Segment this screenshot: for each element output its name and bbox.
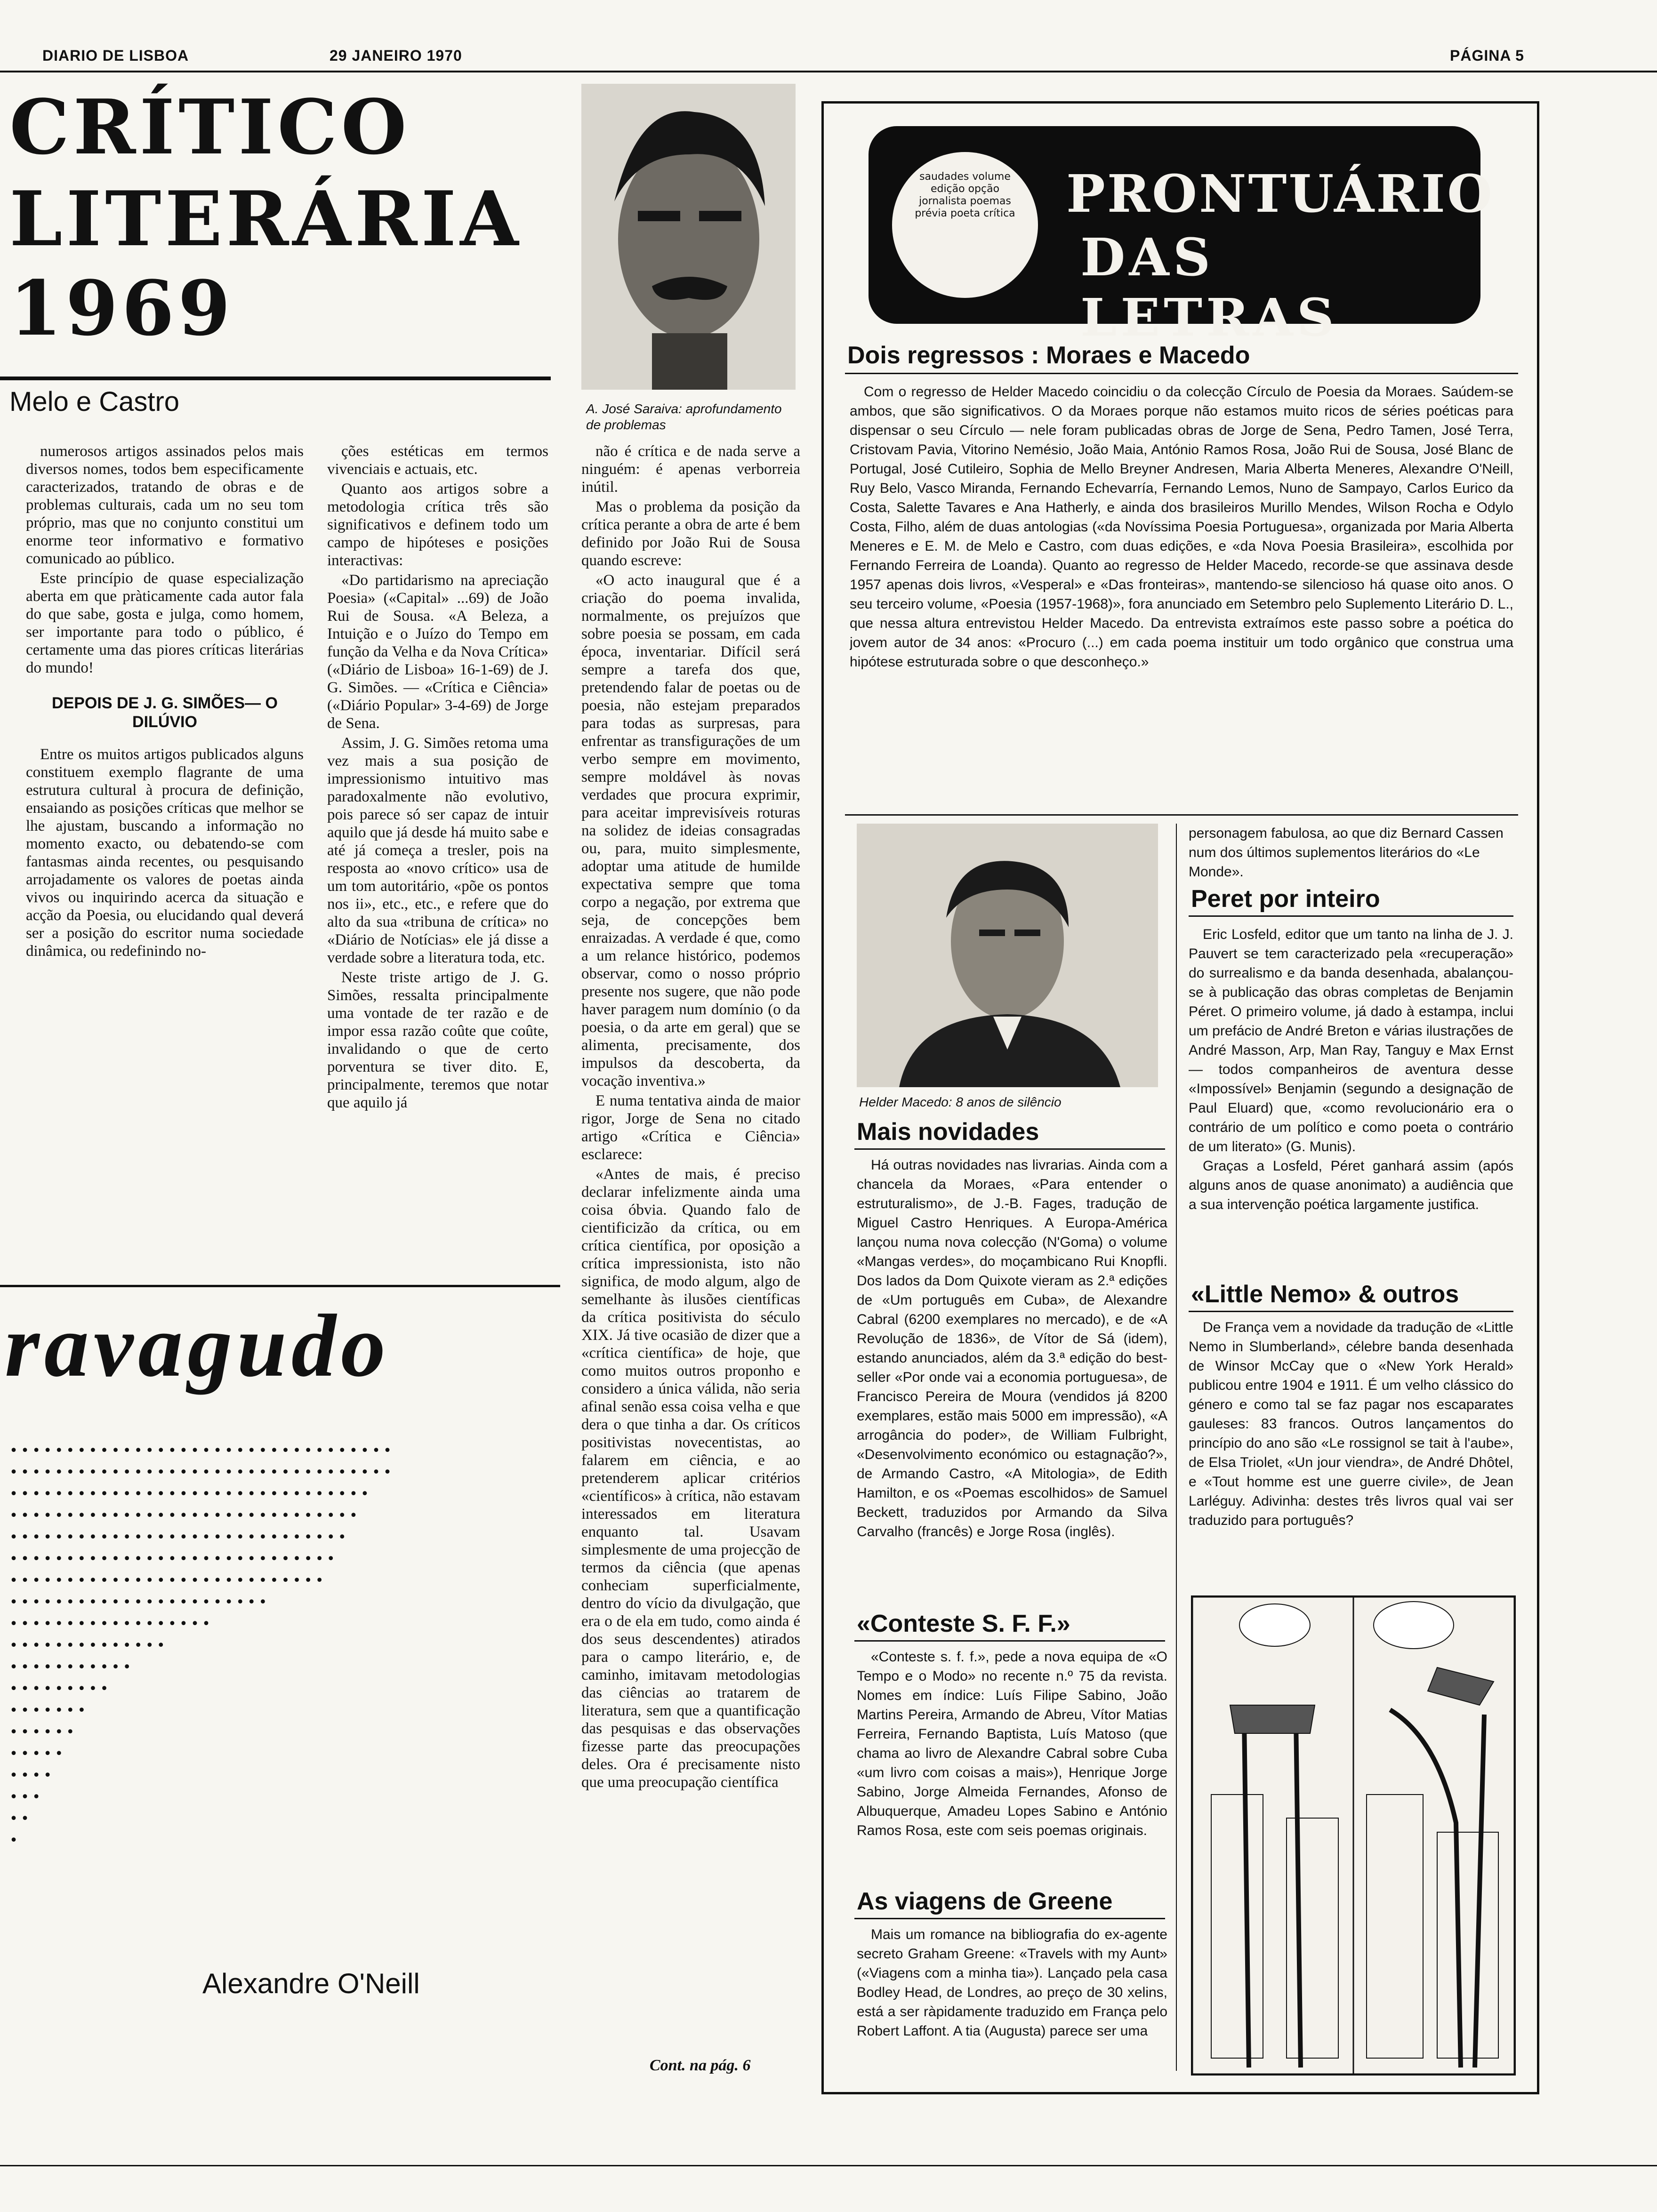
banner-title-1: PRONTUÁRIO [1066, 163, 1494, 224]
poem-author: Alexandre O'Neill [202, 1968, 420, 1999]
novidades-paragraph: Há outras novidades nas livrarias. Ainda com a chancela da Moraes, «Para entender o estruturalismo», de J.-B. Fages, tradução de Miguel Castro Henriques. A Europa-América lançou numa nova colecção (N'Goma) o volume «Mangas verdes», do moçambicano Rui Knopfli. Dos lados da Dom Quixote vieram as 2.ª edições de «Um português em Cuba», de Alexandre Cabral (6200 exemplares no mercado), e de «A Revolução de 1836», de Vítor de Sá (idem), estando anunciados, além da 3.ª edição do best-seller «Por onde vai a economia portuguesa», de Francisco Pereira de Moura (vendidos já 8200 exemplares, estão mais 5000 em impressão), «A arrogância do poder», de William Fulbright, «Desenvolvimento económico ou estagnação?», de Armando Castro, «A Mitologia», de Edith Hamilton, e os «Poemas escolhidos» de Samuel Beckett, traduzidos por Armando da Silva Carvalho (francês) e Jorge Rosa (inglês). [857, 1157, 1167, 1539]
regressos-text [850, 382, 1513, 808]
regressos-rule [845, 373, 1518, 374]
peret-text [1189, 925, 1513, 1292]
regressos-bottom-rule [845, 814, 1518, 816]
peret-paragraph-1: Eric Losfeld, editor que um tanto na linha de J. J. Pauvert se tem caracterizado pela «recuperação» do surrealismo e da banda desenhada, abalançou-se à publicação das obras completas de Benjamin Péret. O primeiro volume, já dado à estampa, inclui um prefácio de André Breton e várias ilustrações de André Masson, Arp, Man Ray, Tanguy e Max Ernst — todos companheiros de aventura desse «Impossível» Benjamin (segundo a designação de Paul Eluard) que, «como revolucionário era o contrário de um político e como poeta o contrário de um literato» (G. Munis). [1189, 927, 1513, 1154]
conteste-text [857, 1647, 1167, 1892]
col2-paragraph-1: ções estéticas em termos vivenciais e actuais, etc. [327, 443, 548, 478]
byline: Melo e Castro [9, 386, 180, 417]
macedo-caption: Helder Macedo: 8 anos de silêncio [859, 1095, 1062, 1109]
col1-paragraph-3: Entre os muitos artigos publicados alguns constituem exemplo flagrante de uma estrutura cultural à procura de definição, ensaiando as posições críticas que melhor se lhe ajustam, buscando a informação no momento exacto, ou debatendo-se com fantasmas ainda recentes, ou pesquisando arrojadamente os valores de poetas ainda vivos ou inquirindo acerca da situação e acção da Poesia, ou elucidando qual deverá ser a posição do escritor numa sociedade dinâmica, ou redefinindo no- [26, 746, 304, 960]
section-title-nemo: «Little Nemo» & outros [1191, 1281, 1459, 1308]
col2-paragraph-5: Neste triste artigo de J. G. Simões, ressalta principalmente uma vontade de ter razão e de impor essa razão coûte que coûte, invalidando o que de certo porventura se tiver dito. E, principalmente, teremos que notar que aquilo já [327, 969, 548, 1111]
peret-rule [1189, 915, 1513, 917]
side-paragraph: personagem fabulosa, ao que diz Bernard Cassen num dos últimos suplementos literários do «Le Monde». [1189, 825, 1504, 880]
col2-paragraph-3: «Do partidarismo na apreciação Poesia» («Capital» ...69) de João Rui de Sousa. «A Beleza, a Intuição e o Juízo do Tempo em função da Velha e da Nova Crítica» («Diário de Lisboa» 16-1-69) de J. G. Simões. — «Crítica e Ciência» («Diário Popular» 3-4-69) de Jorge de Sena. [327, 572, 548, 732]
nemo-rule [1189, 1311, 1513, 1312]
col3-paragraph-4: E numa tentativa ainda de maior rigor, Jorge de Sena no citado artigo «Crítica e Ciência» esclarece: [581, 1092, 800, 1163]
prontuario-banner [869, 126, 1494, 348]
portrait-illustration [581, 84, 796, 390]
greene-text [857, 1925, 1167, 2085]
photo-caption: A. José Saraiva: aprofundamento de problemas [586, 401, 782, 432]
issue-date: 29 JANEIRO 1970 [330, 47, 462, 64]
side-text [1189, 824, 1513, 890]
article-column-2 [327, 442, 548, 1280]
col3-paragraph-1: não é crítica e de nada serve a ninguém: é apenas verborreia inútil. [581, 443, 800, 496]
page-bottom-rule [0, 2165, 1657, 2166]
col3-paragraph-3: «O acto inaugural que é a criação do poema invalida, normalmente, os prejuízos que sobre poesia se possam, em cada época, inventariar. Difícil será sempre a tarefa dos que, pretendendo falar de poetas ou de poesia, não estejam preparados para todas as surpresas, para enfrentar as transfigurações de um verbo sempre em movimento, sempre moldável às novas verdades que procura exprimir, para aceitar imprevisíveis roturas na solidez de ideias consagradas ou, para, muito simplesmente, adoptar uma atitude de humilde expectativa sempre que toma corpo a negação, por extrema que seja, de concepções bem enraizadas. A verdade é que, como a um relance histórico, podemos observar, como o nosso próprio presente nos sugere, que não pode haver paragem num domínio (o da poesia, o da arte em geral) que se alimenta, precisamente, dos impulsos da descoberta, da vocação inventiva.» [581, 572, 800, 1090]
dotted-pattern: •••••••••••••••••••••••••••••••••• •••••••••••••••••••••••••••••••••• •••••••••••••••••••••••••••••••• ••••••••••••••••••••••••••••••• •••••••••••••••••••••••••••••• ••••••••••••••••••••••••••••• •••••••••••••••••••••••••••• ••••••••••••••••••••••• •••••••••••••••••• •••••••••••••• ••••••••••• ••••••••• ••••••• •••••• ••••• •••• ••• •• • [9, 1443, 395, 1849]
col3-paragraph-2: Mas o problema da posição da crítica perante a obra de arte é bem definido por João Rui de Sousa quando escreve: [581, 498, 800, 569]
col1-paragraph-1: numerosos artigos assinados pelos mais diversos nomes, todos bem especificamente caracterizados, tratando de obras e de problemas culturais, cada um no seu tom próprio, mas que no conjunto constitui um enorme teor informativo e formativo comunicado ao público. [26, 443, 304, 567]
article-column-1 [26, 442, 304, 1280]
col1-subheading: DEPOIS DE J. G. SIMÕES— O DILÚVIO [52, 694, 278, 731]
conteste-paragraph: «Conteste s. f. f.», pede a nova equipa de «O Tempo e o Modo» no recente n.º 75 da revista. Nomes em índice: Luís Filipe Sabino, João Martins Pereira, Armando de Abreu, Vítor Matias Ferreira, Fernando Baptista, Luís Matoso (que chama ao livro de Alexandre Cabral sobre Cuba «um livro com coisas a mais»), Henrique Jorge Sabino, Jorge Almeida Fernandes, Afonso de Albuquerque, Amadeu Lopes Sabino e António Ramos Rosa, este com seis poemas originais. [857, 1649, 1167, 1838]
section-title-conteste: «Conteste S. F. F.» [857, 1610, 1070, 1637]
section-title-regressos: Dois regressos : Moraes e Macedo [847, 342, 1250, 369]
section-divider [0, 1285, 560, 1287]
title-rule [0, 377, 551, 380]
newspaper-name: DIARIO DE LISBOA [42, 47, 189, 64]
banner-title-2: DAS LETRAS [1080, 227, 1338, 348]
col3-paragraph-5: «Antes de mais, é preciso declarar infelizmente ainda uma coisa óbvia. Quando falo de cientificizão da crítica, ou em crítica científica, por oposição a crítica impressionista, isto não significa, de modo algum, algo de semelhante às ilusões científicas da crítica positivista do século XIX. Já tive ocasião de dizer que a «crítica científica» de hoje, que como muitos outros proponho e considero a única válida, não seria afinal senão essa coisa velha e que dera o que tinha a dar. Os críticos positivistas novecentistas, ao falarem em ciência, e ao pretenderem aplicar critérios «científicos» à crítica, não estavam interessados em literatura enquanto tal. Usavam simplesmente de uma projecção de termos da ciência (que apenas conheciam superficialmente, dentro do vício da divulgação, que era o de ela em tudo, como ainda é dos seus descendentes) atirados para o campo literário, e, de caminho, imitavam metodologias das ciências ao tratarem de literatura, sem que a quantificação das pesquisas e das observações fizesse parte das preocupações deles. Ora é precisamente nisto que uma preocupação científica [581, 1166, 800, 1791]
nemo-comic-drawing [1192, 1597, 1514, 2074]
nemo-comic [1191, 1595, 1516, 2076]
nemo-text [1189, 1318, 1513, 1591]
conteste-rule [854, 1640, 1165, 1642]
regressos-paragraph: Com o regresso de Helder Macedo coincidiu o da colecção Círculo de Poesia da Moraes. Saúdem-se ambos, que são significativos. O da Moraes porque não estamos muito ricos de séries poéticas para dispensar o seu Círculo — nele foram publicadas obras de Jorge de Sena, Pedro Tamen, José Terra, Cristovam Pavia, Vitorino Nemésio, João Maia, António Ramos Rosa, João Rui de Sousa, José Blanc de Portugal, José Cutileiro, Sophia de Mello Breyner Andresen, Maria Alberta Meneres, Alexandre O'Neill, Ruy Belo, Vasco Miranda, Fernando Echevarría, Fernando Lemos, Nuno de Sampayo, Carlos Eurico da Costa, Salette Tavares e Ana Hatherly, e ainda dos brasileiros Murillo Mendes, Wilson Rocha e Odylo Costa, Filho, além de duas antologias («da Novíssima Poesia Portuguesa», organizada por Maria Alberta Meneres e E. M. de Melo e Castro, com duas edições, e «da Nova Poesia Brasileira», escolhida por Fernando Ferreira de Loanda). Quanto ao regresso de Helder Macedo, recorde-se que assinava desde 1957 apenas dois livros, «Vesperal» e «Das fronteiras», mantendo-se silencioso há quase oito anos. O seu terceiro volume, «Poesia (1957-1968)», fora anunciado em Setembro pelo Suplemento Literário D. L., que nessa altura entrevistou Helder Macedo. Da entrevista extraímos este passo sobre a poética do jovem autor de 34 anos: «Procuro (...) em cada poema instituir um todo orgânico que construa uma hipótese estruturada sobre o que desconheço.» [850, 384, 1513, 670]
col2-paragraph-4: Assim, J. G. Simões retoma uma vez mais a sua posição de impressionismo intuitivo mas paradoxalmente não evolutivo, pois parece só ser capaz de intuir aquilo que já desde há muito sabe e até já começa a tresler, pois na resposta ao «novo crítico» usa de um tom autoritário, «põe os pontos nos ii», etc., etc., e refere que do alto da sua «tribuna de crítica» no «Diário de Notícias» ele já disse a verdade sobre a literatura toda, etc. [327, 735, 548, 966]
continued-notice: Cont. na pág. 6 [650, 2057, 751, 2074]
col2-paragraph-2: Quanto aos artigos sobre a metodologia crítica três são significativos e definem todo um campo de hipóteses e posições interactivas: [327, 481, 548, 569]
novidades-text [857, 1155, 1167, 1626]
greene-paragraph: Mais um romance na bibliografia do ex-agente secreto Graham Greene: «Travels with my Aunt» («Viagens com a minha tia»). Lançado pela casa Bodley Head, de Londres, ao preço de 30 xelins, está a ser ràpidamente traduzido em França pelo Robert Laffont. A tia (Augusta) parece ser uma [857, 1927, 1167, 2039]
article-column-3 [581, 442, 800, 1925]
section-title-novidades: Mais novidades [857, 1118, 1039, 1146]
section-title-greene: As viagens de Greene [857, 1888, 1113, 1915]
title-line-1: CRÍTICO [9, 83, 410, 171]
author-photo [581, 84, 796, 390]
macedo-photo [857, 824, 1158, 1087]
title-line-3: 1969 [9, 264, 234, 353]
col1-paragraph-2: Este princípio de quase especialização aberta em que pràticamente cada autor fala do que sabe, gosta e julga, como homem, ser importante para todo o público, é certamente uma das piores críticas literárias do mundo! [26, 570, 304, 676]
peret-paragraph-2: Graças a Losfeld, Péret ganhará assim (após alguns anos de quase anonimato) a audiência que a sua intervenção poética largamente justifica. [1189, 1158, 1513, 1212]
greene-rule [854, 1918, 1165, 1919]
page-number: PÁGINA 5 [1450, 47, 1524, 64]
title-line-2: LITERÁRIA [9, 175, 523, 263]
nemo-paragraph: De França vem a novidade da tradução de «Little Nemo in Slumberland», célebre banda desenhada de Winsor McCay que o «New York Herald» publicou entre 1904 e 1911. É um velho clássico do género e como tal se faz pagar nos escaparates gauleses: 83 francos. Outros lançamentos do princípio do ano são «Le rossignol se tait à l'aube», de Elsa Triolet, «Un jour viendra», de André Dhôtel, e «Tout homme est une guerre civile», de Jean Larléguy. Adivinha: destes três livros qual vai ser traduzido para português? [1189, 1320, 1513, 1528]
header-rule [0, 71, 1657, 72]
section-title-peret: Peret por inteiro [1191, 885, 1380, 913]
macedo-portrait [857, 824, 1158, 1087]
lower-title-fragment: ravagudo [5, 1297, 390, 1395]
prontuario-logo: saudades volume edição opção jornalista poemas prévia poeta crítica [892, 152, 1038, 298]
novidades-rule [854, 1148, 1165, 1150]
box-column-separator [1176, 824, 1177, 2071]
